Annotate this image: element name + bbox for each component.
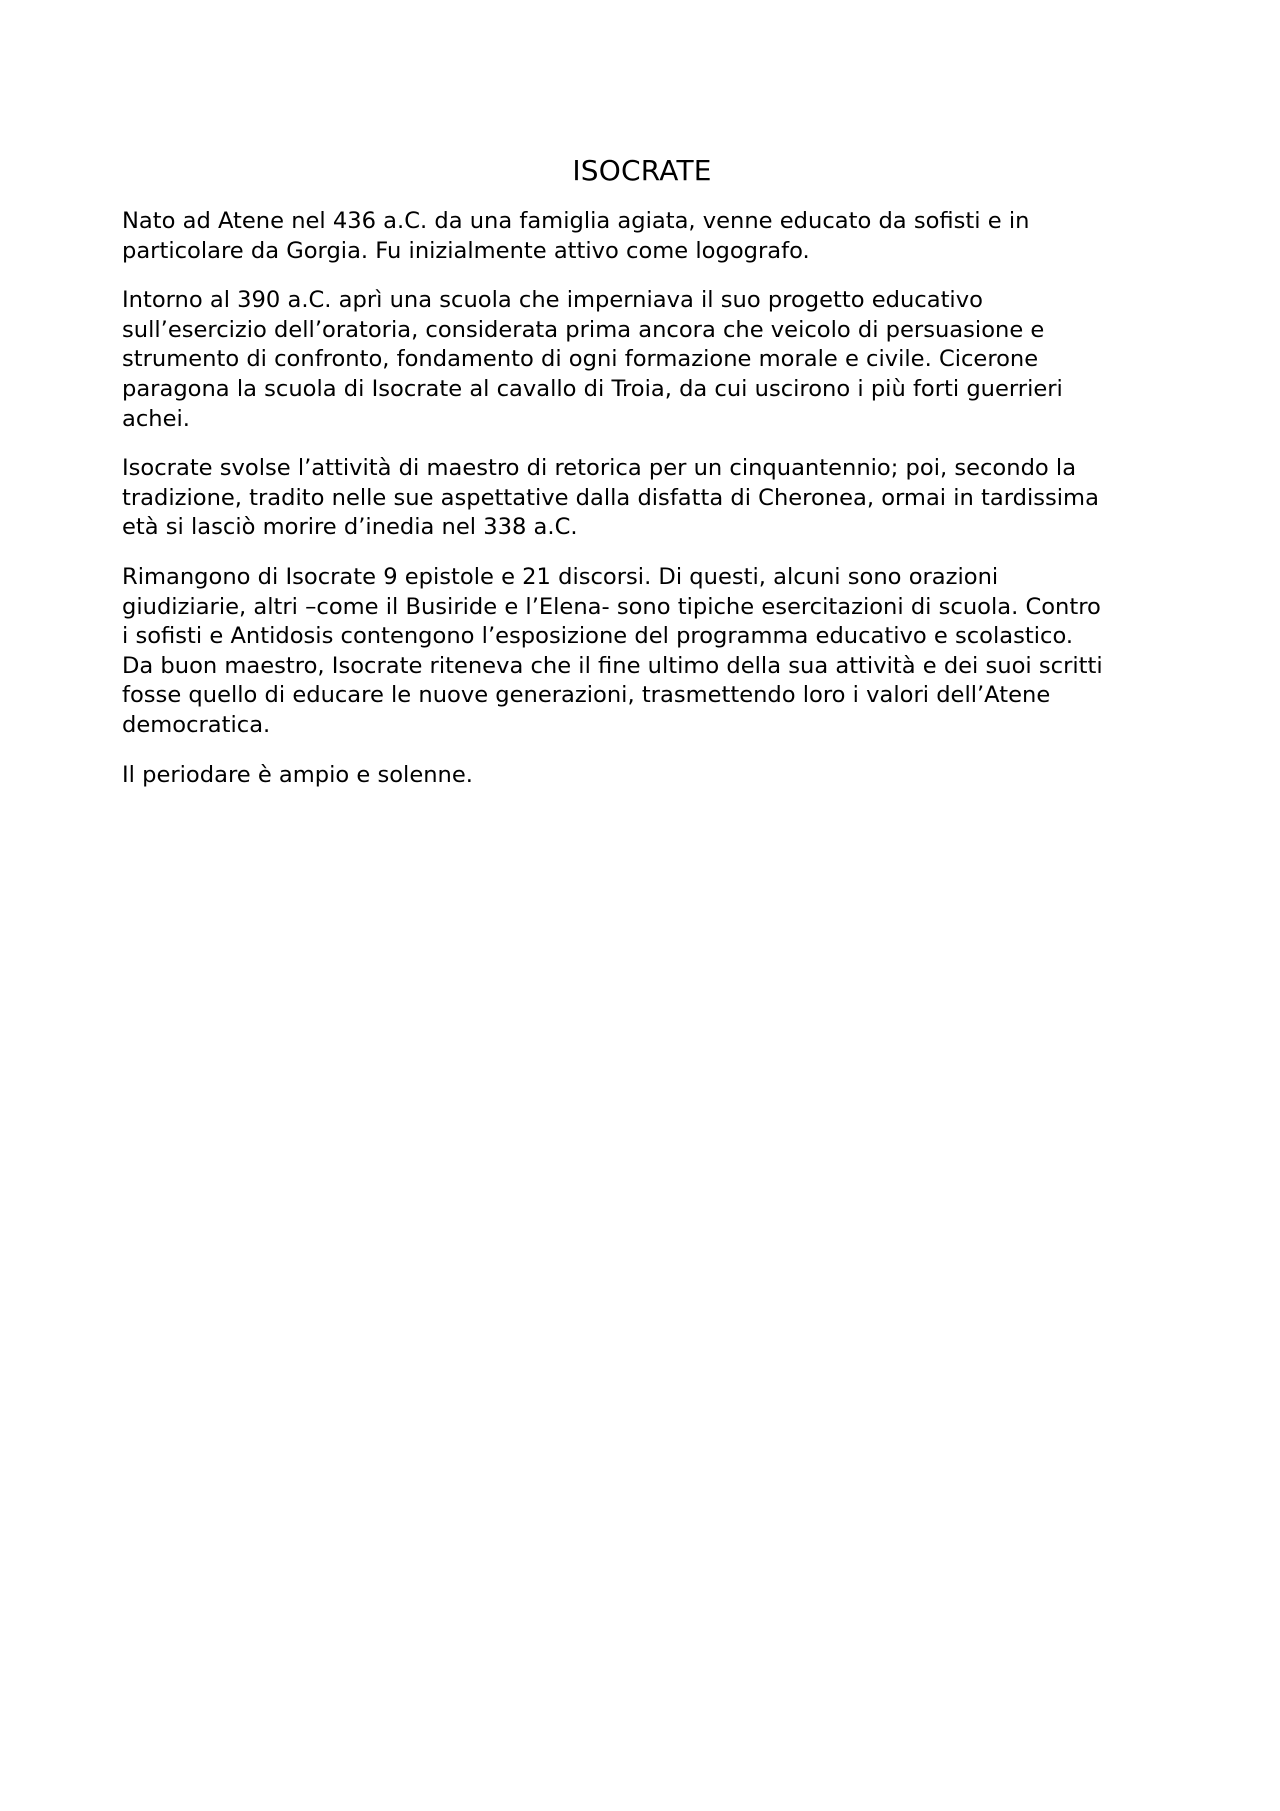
paragraph-career: Isocrate svolse l’attività di maestro di retorica per un cinquantennio; poi, secondo la tradizione, tradito nelle sue aspettative dalla disfatta di Cheronea, ormai in tardissima età si lasciò morire d’inedia nel 338 a.C. (122, 455, 1099, 541)
paragraph-school: Intorno al 390 a.C. aprì una scuola che imperniava il suo progetto educativo sull’esercizio dell’oratoria, considerata prima ancora che veicolo di persuasione e strumento di confronto, fondamento di ogni formazione morale e civile. Cicerone paragona la scuola di Isocrate al cavallo di Troia, da cui uscirono i più forti guerrieri achei. (122, 287, 1063, 432)
document-title: ISOCRATE (572, 154, 712, 187)
document-body (122, 153, 1162, 810)
paragraph-birth: Nato ad Atene nel 436 a.C. da una famiglia agiata, venne educato da sofisti e in particolare da Gorgia. Fu inizialmente attivo come logografo. (122, 208, 1030, 264)
paragraph-style: Il periodare è ampio e solenne. (122, 761, 473, 788)
paragraph-works: Rimangono di Isocrate 9 epistole e 21 discorsi. Di questi, alcuni sono orazioni giudiziarie, altri –come il Busiride e l’Elena- sono tipiche esercitazioni di scuola. Contro i sofisti e Antidosis contengono l’esposizione del programma educativo e scolastico. Da buon maestro, Isocrate riteneva che il fine ultimo della sua attività e dei suoi scritti fosse quello di educare le nuove generazioni, trasmettendo loro i valori dell’Atene democratica. (122, 563, 1103, 738)
